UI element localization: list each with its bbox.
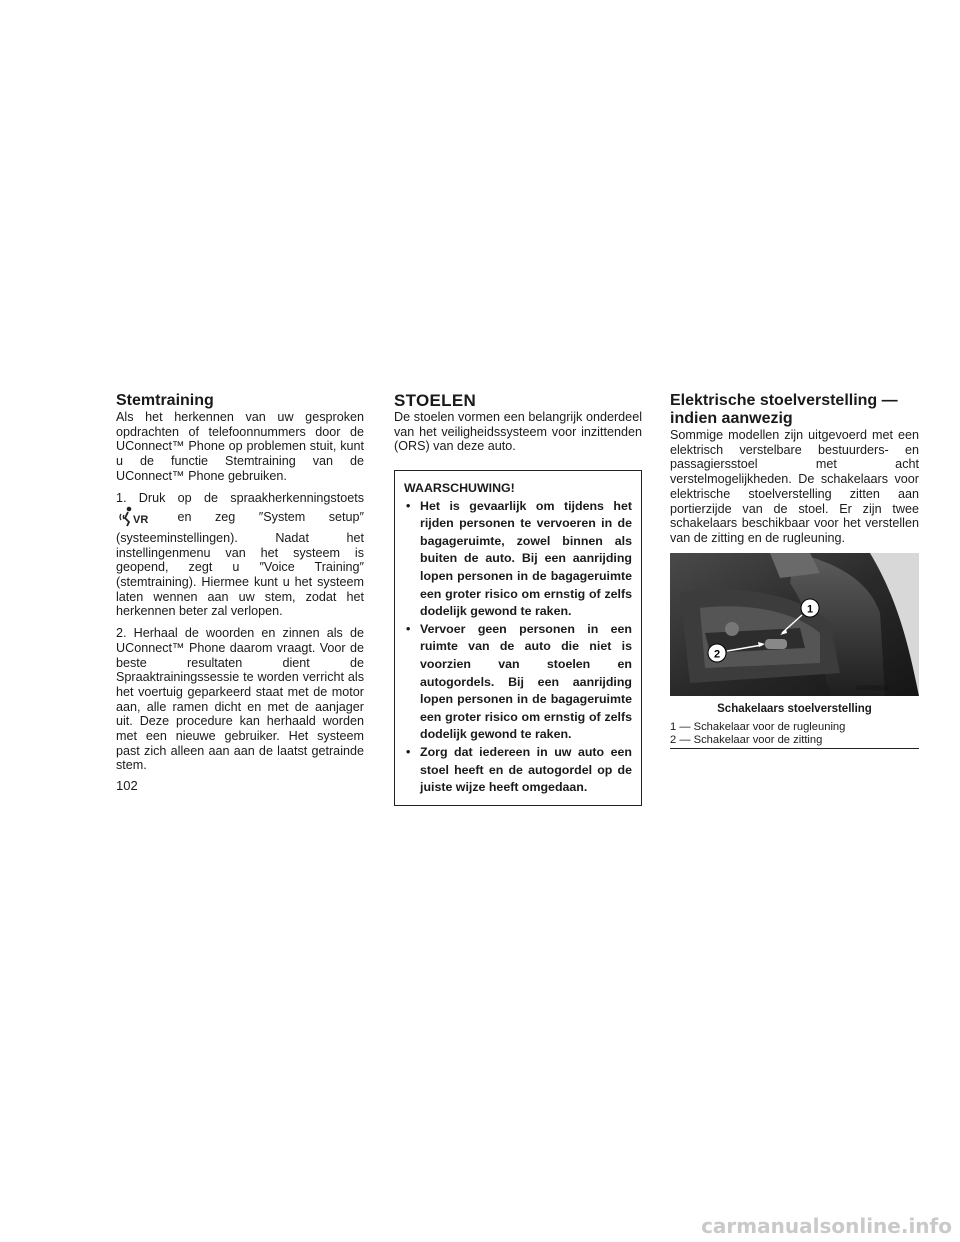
warning-box (394, 470, 642, 806)
page-number: 102 (116, 778, 138, 793)
step1-text-after: en zeg ″System setup″ (systeeminstellingen). Nadat het instellingenmenu van het systeem is geopend, zegt u ″Voice Training″ (stemtraining). Hiermee kunt u het systeem laten wennen aan uw stem, zodat het herkennen beter zal verlopen. (116, 510, 364, 619)
bullet-icon: • (406, 498, 411, 513)
figure-caption: Schakelaars stoelverstelling (717, 702, 872, 715)
warning-title: WAARSCHUWING! (404, 481, 515, 496)
seat-switches-photo (670, 553, 919, 696)
paragraph-stoelen-intro: De stoelen vormen een belangrijk onderdeel van het veiligheidssysteem voor inzittenden (ORS) van deze auto. (394, 410, 642, 454)
paragraph-intro: Als het herkennen van uw gesproken opdrachten of telefoonnummers door de UConnect™ Phone op problemen stuit, kunt u de functie Stemtraining van de UConnect™ Phone gebruiken. (116, 410, 364, 483)
paragraph-step1 (116, 491, 364, 620)
warning-list (404, 498, 632, 797)
paragraph-power-seats: Sommige modellen zijn uitgevoerd met een elektrisch verstelbare bestuurders- en passagiersstoel met acht verstelmogelijkheden. De schakelaars voor elektrische stoelverstelling zitten aan portierzijde van de stoel. Er zijn twee schakelaars beschikbaar voor het verstellen van de zitting en de rugleuning. (670, 428, 919, 545)
bullet-icon: • (406, 745, 411, 760)
voice-recognition-icon (118, 505, 154, 531)
section-heading-power-seats: Elektrische stoelverstelling — indien aanwezig (670, 392, 898, 427)
warning-item: • Vervoer geen personen in een ruimte van de auto die niet is voorzien van stoelen en autogordels. Bij een aanrijding lopen personen in de bagageruimte een groter risico om ernstig of zelfs dodelijk gewond te raken. (406, 621, 632, 742)
column-elektrische-stoelverstelling (670, 392, 919, 749)
bullet-icon: • (406, 621, 411, 636)
warning-item: • Zorg dat iedereen in uw auto een stoel heeft en de autogordel op de juiste wijze heeft omgedaan. (406, 745, 632, 795)
column-stoelen (394, 392, 642, 806)
legend-item-2: 2 — Schakelaar voor de zitting (670, 733, 823, 746)
section-heading-stoelen: STOELEN (394, 391, 477, 410)
section-heading-stemtraining: Stemtraining (116, 392, 214, 409)
svg-text:030909538: 030909538 (856, 684, 889, 692)
column-stemtraining (116, 392, 364, 780)
watermark-footer: carmanualsonline.info (701, 1214, 952, 1238)
step1-text-before: 1. Druk op de spraakherkenningstoets (116, 490, 364, 505)
svg-text:VR: VR (133, 514, 149, 527)
paragraph-step2: 2. Herhaal de woorden en zinnen als de UConnect™ Phone daarom vraagt. Voor de beste resultaten dient de Spraaktrainingssessie te worden verricht als het voertuig geparkeerd staat met de motor aan, alle ramen dicht en met de aanjager uit. Deze procedure kan herhaald worden met een nieuwe gebruiker. Het systeem past zich alleen aan aan de laatst getrainde stem. (116, 626, 364, 773)
svg-text:1: 1 (807, 603, 814, 616)
figure-legend (670, 721, 919, 749)
warning-item: • Het is gevaarlijk om tijdens het rijden personen te vervoeren in de bagageruimte, zowel binnen als buiten de auto. Bij een aanrijding lopen personen in de bagageruimte een groter risico om ernstig of zelfs dodelijk gewond te raken. (406, 498, 632, 619)
legend-item-1: 1 — Schakelaar voor de rugleuning (670, 720, 846, 733)
svg-text:2: 2 (714, 648, 721, 661)
